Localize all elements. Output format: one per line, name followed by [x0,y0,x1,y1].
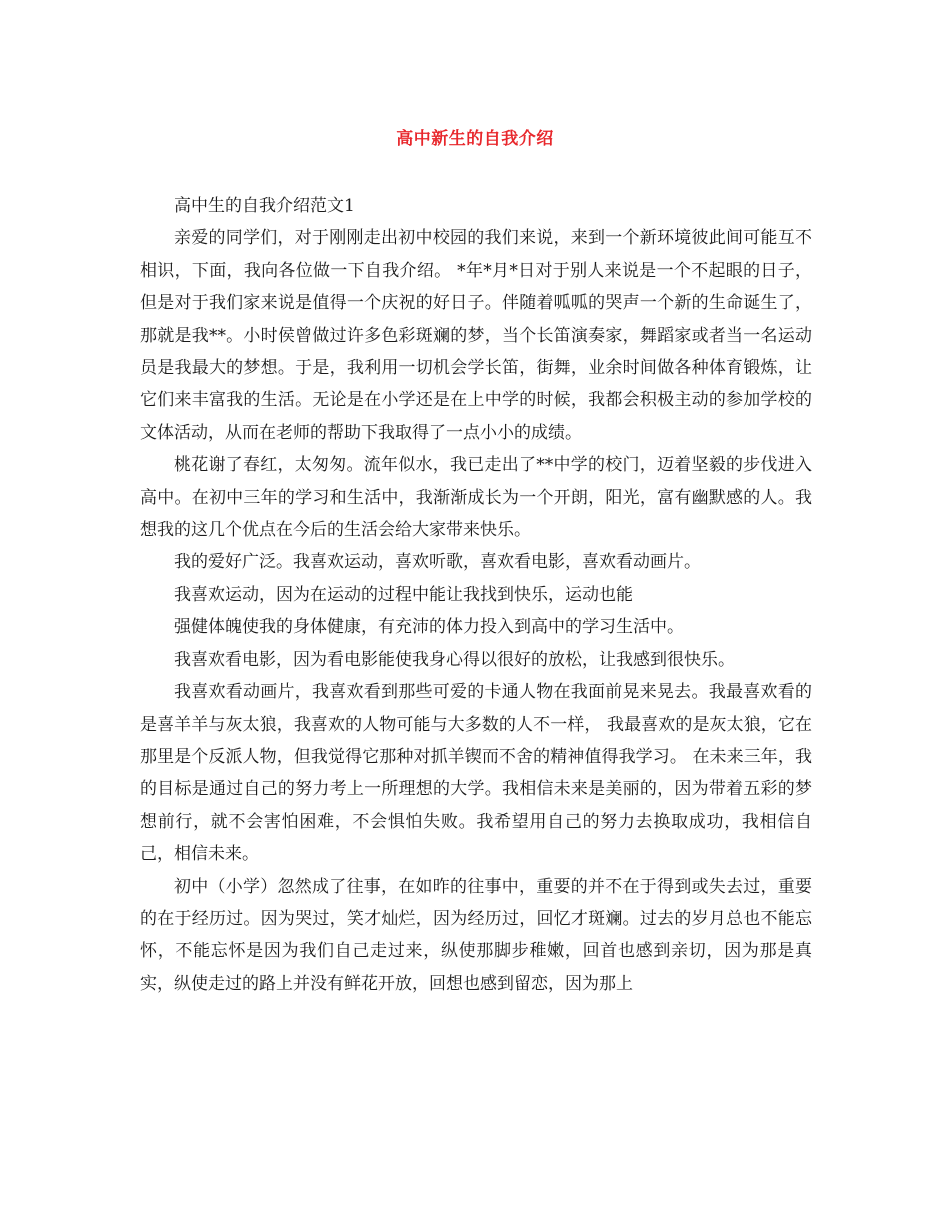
paragraph-6: 强健体魄使我的身体健康，有充沛的体力投入到高中的学习生活中。 [174,617,684,638]
paragraph-7: 我喜欢看电影，因为看电影能使我身心得以很好的放松，让我感到很快乐。 [174,649,735,670]
page-title: 高中新生的自我介绍 [396,129,554,149]
paragraph-8: 我喜欢看动画片，我喜欢看到那些可爱的卡通人物在我面前晃来晃去。我最喜欢看的是喜羊羊与灰太狼，我喜欢的人物可能与大多数的人不一样， 我最喜欢的是灰太狼，它在那里是个反派人物，但我觉得它那种对抓羊锲而不舍的精神值得我学习。 在未来三年，我的目标是通过自己的努力考上一所理想的大学。我相信未来是美丽的，因为带着五彩的梦想前行，就不会害怕困难，不会惧怕失败。我希望用自己的努力去换取成功，我相信自己，相信未来。 [140,682,812,865]
document-body [140,190,812,1000]
paragraph-3: 桃花谢了春红，太匆匆。流年似水，我已走出了**中学的校门，迈着坚毅的步伐进入高中。在初中三年的学习和生活中，我渐渐成长为一个开朗，阳光，富有幽默感的人。我想我的这几个优点在今后的生活会给大家带来快乐。 [140,455,812,541]
paragraph-5: 我喜欢运动，因为在运动的过程中能让我找到快乐，运动也能 [174,584,633,605]
paragraph-1: 高中生的自我介绍范文1 [174,196,355,216]
paragraph-2: 亲爱的同学们，对于刚刚走出初中校园的我们来说，来到一个新环境彼此间可能互不相识，下面，我向各位做一下自我介绍。 *年*月*日对于别人来说是一个不起眼的日子，但是对于我们家来说是值得一个庆祝的好日子。伴随着呱呱的哭声一个新的生命诞生了，那就是我**。小时侯曾做过许多色彩斑斓的梦，当个长笛演奏家，舞蹈家或者当一名运动员是我最大的梦想。于是，我利用一切机会学长笛，街舞，业余时间做各种体育锻炼，让它们来丰富我的生活。无论是在小学还是在上中学的时候，我都会积极主动的参加学校的文体活动，从而在老师的帮助下我取得了一点小小的成绩。 [140,228,812,443]
paragraph-4: 我的爱好广泛。我喜欢运动，喜欢听歌，喜欢看电影，喜欢看动画片。 [174,552,701,573]
paragraph-9: 初中（小学）忽然成了往事，在如昨的往事中，重要的并不在于得到或失去过，重要的在于经历过。因为哭过，笑才灿烂，因为经历过，回忆才斑斓。过去的岁月总也不能忘怀，不能忘怀是因为我们自己走过来，纵使那脚步稚嫩，回首也感到亲切，因为那是真实，纵使走过的路上并没有鲜花开放，回想也感到留恋，因为那上 [140,876,812,994]
